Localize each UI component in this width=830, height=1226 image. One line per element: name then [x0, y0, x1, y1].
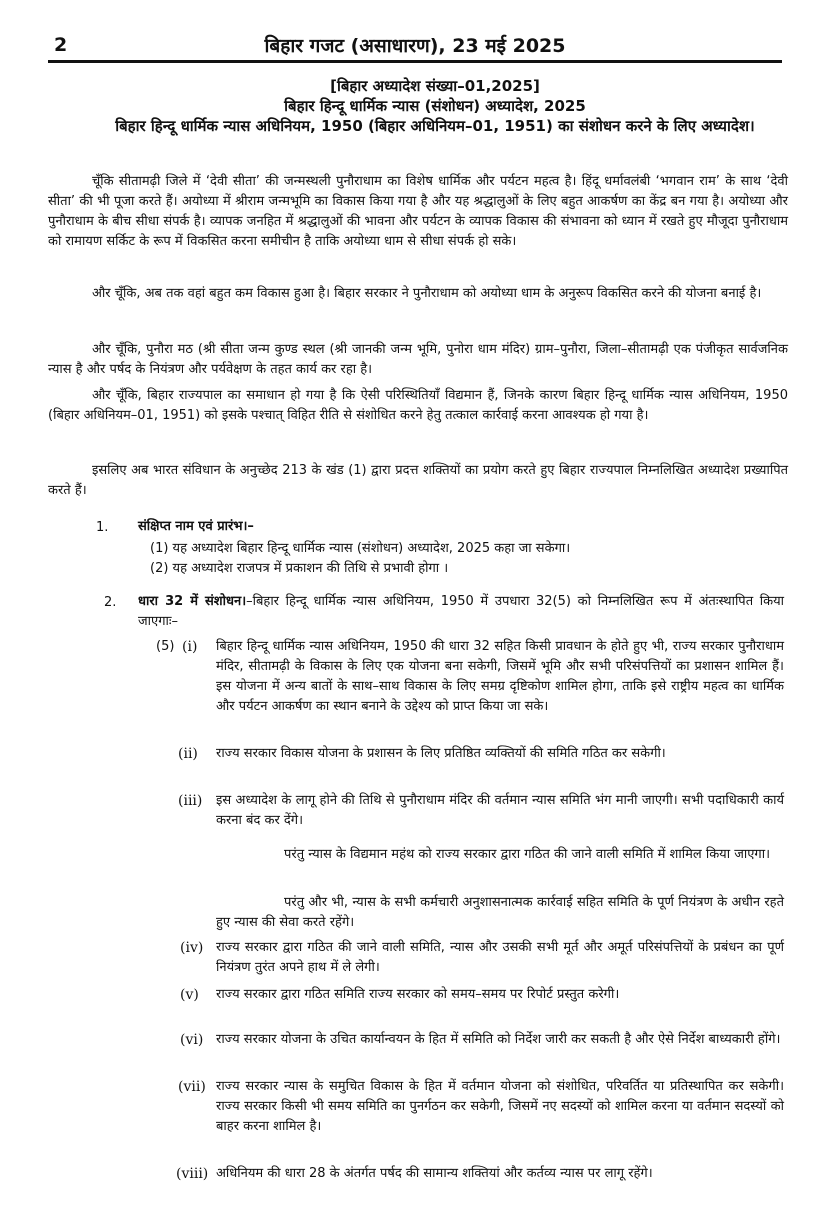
item-text: अधिनियम की धारा 28 के अंतर्गत पर्षद की सामान्य शक्तियां और कर्तव्य न्यास पर लागू रहेंगे। — [216, 1166, 653, 1181]
item-label: (vi) — [180, 1032, 204, 1048]
gazette-title: बिहार गजट (असाधारण), 23 मई 2025 — [264, 35, 566, 57]
item-label: (viii) — [176, 1166, 209, 1182]
subsection-label: (5) — [156, 639, 175, 654]
section-text: धारा 32 में संशोधन।–बिहार हिन्दू धार्मिक न्यास अधिनियम, 1950 में उपधारा 32(5) को निम्नलिखित रूप में अंतःस्थापित किया जाएगाः– — [138, 594, 784, 629]
item-label: (i) — [182, 639, 198, 655]
item-text: राज्य सरकार द्वारा गठित समिति राज्य सरकार को समय–समय पर रिपोर्ट प्रस्तुत करेगी। — [216, 987, 620, 1002]
item-text: राज्य सरकार द्वारा गठित की जाने वाली समिति, न्यास और उसकी सभी मूर्त और अमूर्त परिसंपत्तियों के प्रबंधन का पूर्ण नियंत्रण तुरंत अपने हाथ में ले लेगी। — [216, 940, 784, 975]
preamble-paragraph: चूँकि सीतामढ़ी जिले में ‘देवी सीता’ की जन्मस्थली पुनौराधाम का विशेष धार्मिक और पर्यटन महत्व है। हिंदू धर्मावलंबी ‘भगवान राम’ के साथ ‘देवी सीता’ की भी पूजा करते हैं। अयोध्या में श्रीराम जन्मभूमि का विकास किया गया है और यह श्रद्धालुओं के लिए बहुत आकर्षण का केंद्र बन गया है। अयोध्या और पुनौराधाम के बीच सीधा संपर्क है। व्यापक जनहित में श्रद्धालुओं की भावना और पर्यटन के व्यापक विकास की संभावना को ध्यान में रखते हुए मौजूदा पुनौराधाम को रामायण सर्किट के रूप में विकसित करना समीचीन है ताकि अयोध्या धाम से सीधा संपर्क हो सके। — [48, 174, 788, 249]
section-number: 1. — [96, 520, 109, 535]
preamble-paragraph: इसलिए अब भारत संविधान के अनुच्छेद 213 के खंड (1) द्वारा प्रदत्त शक्तियों का प्रयोग करते हुए बिहार राज्यपाल निम्नलिखित अध्यादेश प्रख्यापित करते हैं। — [48, 463, 788, 498]
item-label: (vii) — [178, 1079, 206, 1095]
header-rule — [48, 60, 782, 63]
preamble-paragraph: और चूँकि, बिहार राज्यपाल का समाधान हो गया है कि ऐसी परिस्थितियाँ विद्यमान हैं, जिनके कारण बिहार हिन्दू धार्मिक न्यास अधिनियम, 1950 (बिहार अधिनियम–01, 1951) को इसके पश्चात् विहित रीति से संशोधित करने हेतु तत्काल कार्रवाई करना आवश्यक हो गया है। — [48, 388, 788, 423]
proviso: परंतु न्यास के विद्यमान महंथ को राज्य सरकार द्वारा गठित की जाने वाली समिति में शामिल किया जाएगा। — [284, 847, 771, 862]
ordinance-name: बिहार हिन्दू धार्मिक न्यास (संशोधन) अध्यादेश, 2025 — [284, 97, 586, 115]
item-text: बिहार हिन्दू धार्मिक न्यास अधिनियम, 1950 की धारा 32 सहित किसी प्रावधान के होते हुए भी, राज्य सरकार पुनौराधाम मंदिर, सीतामढ़ी के विकास के लिए एक योजना बना सकेगी, जिसमें भूमि और सभी परिसंपत्तियों का प्रशासन शामिल हैं। इस योजना में अन्य बातों के साथ–साथ विकास के लिए समग्र दृष्टिकोण शामिल होगा, ताकि इसे राष्ट्रीय महत्व का धार्मिक और पर्यटन आकर्षण का स्थान बनाने के उद्देश्य को प्राप्त किया जा सके। — [216, 639, 784, 714]
section-clause: (1) यह अध्यादेश बिहार हिन्दू धार्मिक न्यास (संशोधन) अध्यादेश, 2025 कहा जा सकेगा। — [150, 541, 571, 556]
item-text: राज्य सरकार योजना के उचित कार्यान्वयन के हित में समिति को निर्देश जारी कर सकती है और ऐसे निर्देश बाध्यकारी होंगे। — [216, 1032, 781, 1047]
item-label: (ii) — [178, 746, 198, 762]
section-number: 2. — [104, 595, 117, 610]
item-label: (v) — [180, 987, 199, 1003]
item-label: (iv) — [180, 940, 204, 956]
item-text: इस अध्यादेश के लागू होने की तिथि से पुनौराधाम मंदिर की वर्तमान न्यास समिति भंग मानी जाएगी। सभी पदाधिकारी कार्य करना बंद कर देंगे। — [216, 793, 784, 828]
section-clause: (2) यह अध्यादेश राजपत्र में प्रकाशन की तिथि से प्रभावी होगा । — [150, 561, 449, 576]
preamble-paragraph: और चूँकि, पुनौरा मठ (श्री सीता जन्म कुण्ड स्थल (श्री जानकी जन्म भूमि, पुनोरा धाम मंदिर) ग्राम–पुनौरा, जिला–सीतामढ़ी एक पंजीकृत सार्वजनिक न्यास है और पर्षद के नियंत्रण और पर्यवेक्षण के तहत कार्य कर रहा है। — [48, 342, 788, 377]
item-text: राज्य सरकार विकास योजना के प्रशासन के लिए प्रतिष्ठित व्यक्तियों की समिति गठित कर सकेगी। — [216, 746, 666, 761]
preamble-paragraph: और चूँकि, अब तक वहां बहुत कम विकास हुआ है। बिहार सरकार ने पुनौराधाम को अयोध्या धाम के अनुरूप विकसित करने की योजना बनाई है। — [92, 286, 762, 301]
proviso: परंतु और भी, न्यास के सभी कर्मचारी अनुशासनात्मक कार्रवाई सहित समिति के पूर्ण नियंत्रण के अधीन रहते हुए न्यास की सेवा करते रहेंगे। — [216, 895, 784, 930]
ordinance-titles — [90, 76, 780, 136]
section-heading: संक्षिप्त नाम एवं प्रारंभ।– — [138, 519, 254, 534]
item-text: राज्य सरकार न्यास के समुचित विकास के हित में वर्तमान योजना को संशोधित, परिवर्तित या प्रतिस्थापित कर सकेगी। राज्य सरकार किसी भी समय समिति का पुनर्गठन कर सकेगी, जिसमें नए सदस्यों को शामिल करना या वर्तमान सदस्यों को बाहर करना शामिल है। — [216, 1079, 784, 1134]
page-header — [48, 30, 782, 60]
page-number: 2 — [54, 34, 68, 56]
item-label: (iii) — [178, 793, 203, 809]
ordinance-number: [बिहार अध्यादेश संख्या–01,2025] — [330, 77, 540, 95]
ordinance-long-title: बिहार हिन्दू धार्मिक न्यास अधिनियम, 1950 (बिहार अधिनियम–01, 1951) का संशोधन करने के लिए अध्यादेश। — [115, 117, 755, 135]
